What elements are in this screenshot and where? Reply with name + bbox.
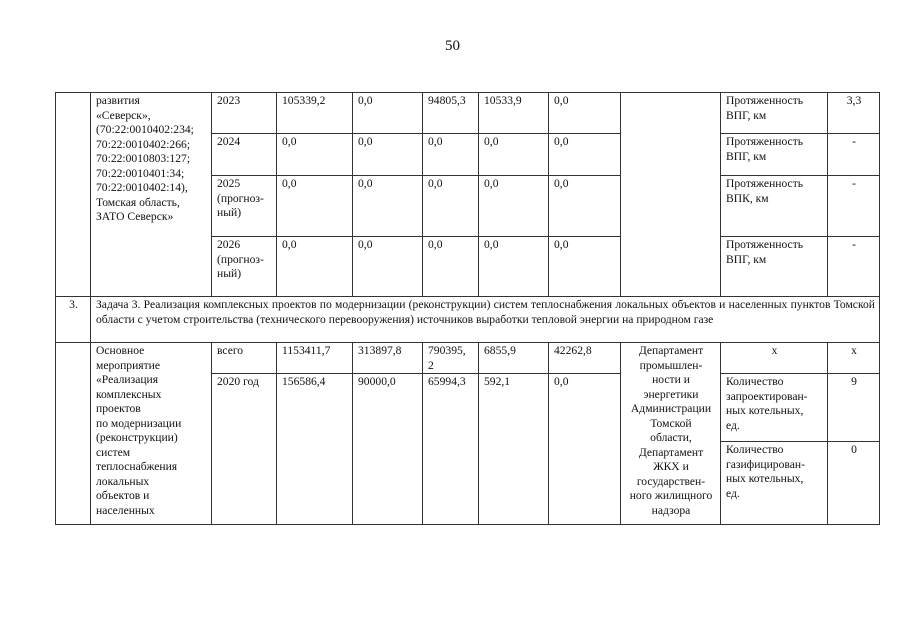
task-table [55, 296, 880, 343]
federal-cell: 313897,8 [353, 343, 423, 374]
federal-cell: 0,0 [353, 134, 423, 176]
indicator-cell: Протяженность ВПГ, км [721, 134, 828, 176]
total-cell: 0,0 [277, 237, 353, 297]
year-cell: 2024 [212, 134, 277, 176]
extrabudget-cell: 0,0 [549, 134, 621, 176]
total-cell: 156586,4 [277, 374, 353, 525]
year-cell: 2023 [212, 93, 277, 134]
executor-cell [621, 93, 721, 297]
indicator-value-cell: 3,3 [828, 93, 880, 134]
regional-cell: 0,0 [423, 176, 479, 237]
federal-cell: 0,0 [353, 93, 423, 134]
activity-cell: Основное мероприятие «Реализация комплексных проектов по модернизации (реконструкции) систем теплоснабжения локальных объектов и населенных [91, 343, 212, 525]
local-cell: 0,0 [479, 134, 549, 176]
year-cell: 2025 (прогноз- ный) [212, 176, 277, 237]
total-cell: 1153411,7 [277, 343, 353, 374]
indicator-value-cell: 0 [828, 442, 880, 525]
task-text: Задача 3. Реализация комплексных проектов по модернизации (реконструкции) систем теплоснабжения локальных объектов и населенных пунктов Томской области с учетом строительства (технического перевооружения) источников выработки тепловой энергии на природном газе [91, 297, 880, 343]
indicator-value-cell: - [828, 237, 880, 297]
indicator-cell: Протяженность ВПГ, км [721, 237, 828, 297]
local-cell: 0,0 [479, 176, 549, 237]
total-cell: 105339,2 [277, 93, 353, 134]
indicator-value-cell: х [828, 343, 880, 374]
regional-cell: 94805,3 [423, 93, 479, 134]
year-cell: 2020 год [212, 374, 277, 525]
federal-cell: 90000,0 [353, 374, 423, 525]
regional-cell: 790395, 2 [423, 343, 479, 374]
federal-cell: 0,0 [353, 176, 423, 237]
extrabudget-cell: 42262,8 [549, 343, 621, 374]
row-number-cell [56, 93, 91, 297]
local-cell: 0,0 [479, 237, 549, 297]
indicator-value-cell: 9 [828, 374, 880, 442]
year-cell: 2026 (прогноз- ный) [212, 237, 277, 297]
year-cell: всего [212, 343, 277, 374]
indicator-cell: Количество газифицирован- ных котельных, ед. [721, 442, 828, 525]
indicator-value-cell: - [828, 176, 880, 237]
local-cell: 592,1 [479, 374, 549, 525]
federal-cell: 0,0 [353, 237, 423, 297]
executor-cell: Департамент промышлен- ности и энергетики Администрации Томской области, Департамент ЖКХ и государствен- ного жилищного надзора [621, 343, 721, 525]
extrabudget-cell: 0,0 [549, 93, 621, 134]
indicator-cell: х [721, 343, 828, 374]
indicator-cell: Количество запроектирован- ных котельных, ед. [721, 374, 828, 442]
extrabudget-cell: 0,0 [549, 237, 621, 297]
local-cell: 10533,9 [479, 93, 549, 134]
page-number: 50 [445, 38, 460, 54]
local-cell: 6855,9 [479, 343, 549, 374]
extrabudget-cell: 0,0 [549, 176, 621, 237]
regional-cell: 65994,3 [423, 374, 479, 525]
total-cell: 0,0 [277, 176, 353, 237]
upper-table [55, 92, 880, 297]
row-number-cell [56, 343, 91, 525]
regional-cell: 0,0 [423, 237, 479, 297]
indicator-cell: Протяженность ВПГ, км [721, 93, 828, 134]
total-cell: 0,0 [277, 134, 353, 176]
lower-table [55, 342, 880, 525]
extrabudget-cell: 0,0 [549, 374, 621, 525]
task-number: 3. [56, 297, 91, 343]
indicator-value-cell: - [828, 134, 880, 176]
activity-cell: развития «Северск», (70:22:0010402:234; 70:22:0010402:266; 70:22:0010803:127; 70:22:0010401:34; 70:22:0010402:14), Томская область, ЗАТО Северск» [91, 93, 212, 297]
indicator-cell: Протяженность ВПК, км [721, 176, 828, 237]
regional-cell: 0,0 [423, 134, 479, 176]
